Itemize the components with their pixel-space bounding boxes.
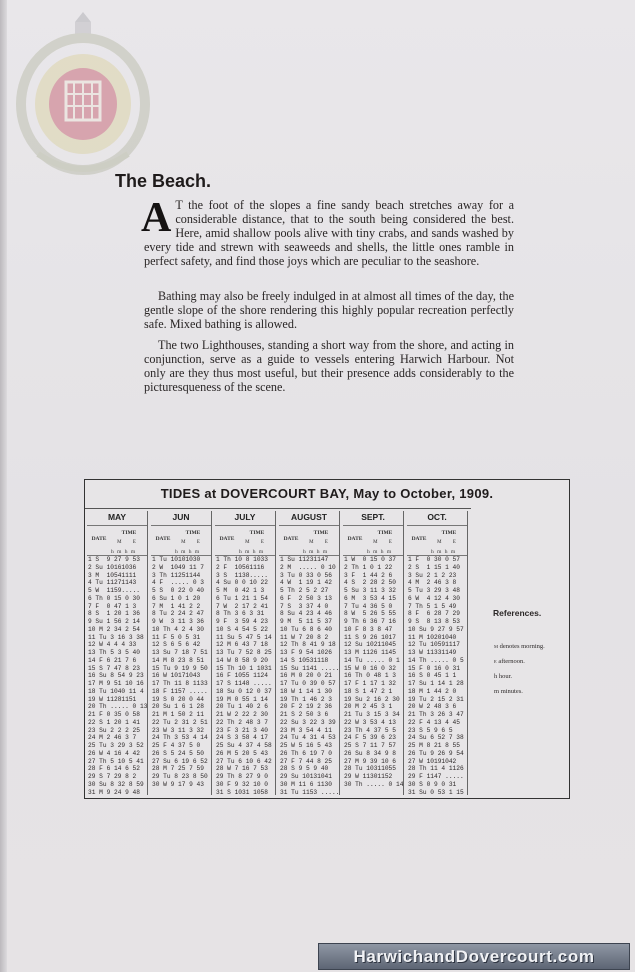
- table-row: 20 M 2 45 3 1: [344, 703, 393, 711]
- table-row: 30 S 0 9 0 31: [408, 780, 457, 788]
- table-row: 14 Tu ..... 0 1: [344, 656, 400, 664]
- column-header-me: M E: [437, 540, 461, 545]
- table-row: 4 F ..... 0 3: [152, 579, 204, 587]
- table-row: 23 Th 4 37 5 5: [344, 726, 396, 734]
- month-column: [407, 511, 468, 795]
- tide-rows: [344, 556, 403, 789]
- table-row: 19 W 11281151: [88, 695, 137, 703]
- table-row: 27 W 10191042: [408, 757, 457, 765]
- column-header-me: M E: [245, 540, 269, 545]
- table-row: 1 W 0 15 0 37: [344, 556, 396, 563]
- table-row: 10 M 2 34 2 54: [88, 625, 140, 633]
- column-header-me: M E: [373, 540, 397, 545]
- table-row: 27 M 9 39 10 6: [344, 757, 396, 765]
- table-row: 11 M 10201040: [408, 633, 457, 641]
- column-header-date: DATE: [91, 536, 107, 542]
- table-row: 17 M 9 51 10 16: [88, 680, 144, 687]
- table-row: 22 Su 3 22 3 39: [280, 718, 336, 726]
- month-name: JULY: [234, 512, 256, 522]
- column-header-me: M E: [309, 540, 333, 545]
- table-row: 25 Su 4 37 4 58: [216, 742, 272, 749]
- table-row: 7 W 2 17 2 41: [216, 602, 268, 610]
- month-column: [279, 511, 340, 795]
- table-row: 3 Tu 0 33 0 56: [280, 571, 332, 579]
- table-row: 28 Tu 10311055: [344, 765, 396, 773]
- table-row: 17 Su 1 14 1 28: [408, 680, 464, 687]
- table-row: 18 F 1157 .....: [152, 687, 208, 695]
- table-row: 5 W 1159.....: [88, 587, 140, 594]
- table-row: 18 M 1 44 2 0: [408, 687, 457, 695]
- table-row: 7 Tu 4 36 5 0: [344, 602, 393, 610]
- table-row: 13 M 1126 1145: [344, 649, 396, 656]
- table-row: 30 M 11 6 1130: [280, 780, 332, 788]
- table-row: 17 S 1148 .....: [216, 680, 272, 687]
- tide-table-title: TIDES at DOVERCOURT BAY, May to October, 1909.: [160, 486, 494, 501]
- table-row: 26 Su 8 34 9 8: [344, 749, 396, 757]
- table-row: 5 Th 2 5 2 27: [280, 587, 329, 594]
- page-edge: [0, 0, 7, 972]
- table-row: 17 F 1 17 1 32: [344, 680, 396, 687]
- table-row: 14 F 6 21 7 6: [88, 656, 137, 664]
- table-row: 29 F 1147 .....: [408, 773, 464, 780]
- table-row: 24 M 2 46 3 7: [88, 734, 137, 742]
- table-row: 6 Th 0 15 0 30: [88, 594, 140, 602]
- table-row: 23 S 5 9 6 5: [408, 726, 453, 734]
- tide-rows: [88, 556, 147, 796]
- table-row: 3 M 10541111: [88, 571, 137, 579]
- table-row: 7 S 3 37 4 0: [280, 602, 329, 610]
- table-row: 13 Su 7 18 7 51: [152, 649, 208, 656]
- table-row: 13 F 9 54 1026: [280, 649, 332, 656]
- table-row: 11 Tu 3 16 3 38: [88, 633, 144, 641]
- table-row: 1 Su 11231147: [280, 556, 329, 563]
- tide-table: [84, 479, 570, 799]
- table-row: 2 M ..... 0 10: [280, 563, 336, 571]
- reference-afternoon: E afternoon.: [494, 658, 525, 665]
- table-row: 5 Tu 3 29 3 48: [408, 587, 460, 594]
- divider: [151, 525, 211, 526]
- month-column: [215, 511, 276, 795]
- table-row: 6 M 3 53 4 15: [344, 594, 396, 602]
- table-row: 2 Su 10161036: [88, 563, 137, 571]
- table-row: 28 Th 11 4 1126: [408, 765, 464, 773]
- table-row: 18 W 1 14 1 30: [280, 687, 332, 695]
- column-header-time: TIME: [377, 530, 393, 536]
- table-row: 8 S 1 20 1 36: [88, 610, 140, 618]
- reference-minutes: m minutes.: [494, 688, 523, 695]
- table-row: 14 M 8 23 8 51: [152, 656, 204, 664]
- table-row: 10 Tu 6 8 6 40: [280, 625, 332, 633]
- tide-rows: [408, 556, 467, 796]
- table-row: 24 F 5 39 6 23: [344, 734, 396, 742]
- table-row: 9 F 3 59 4 23: [216, 618, 268, 625]
- table-row: 7 Th 5 1 5 49: [408, 602, 457, 610]
- table-row: 30 W 9 17 9 43: [152, 780, 204, 788]
- table-row: 14 Th ..... 0 5: [408, 656, 464, 664]
- table-row: 12 M 6 43 7 18: [216, 641, 268, 649]
- table-row: 15 Th 10 1 1031: [216, 664, 272, 672]
- table-row: 22 Th 2 48 3 7: [216, 718, 268, 726]
- page-title: The Beach.: [115, 171, 212, 191]
- table-row: 4 Tu 11271143: [88, 579, 137, 587]
- paragraph-beach-text: T the foot of the slopes a fine sandy beach stretches away for a considerable distance, that to the south being considered the best. Here, amid shallow pools alive with tiny crabs, and sands washed by every tide and strewn with seaweeds and shells, the little ones ramble in perfect safety, and find those joys which are peculiar to the seashore.: [144, 198, 514, 269]
- table-row: 27 Th 5 10 5 41: [88, 757, 144, 765]
- divider: [87, 525, 147, 526]
- column-header-hm: h m h m: [239, 549, 264, 555]
- column-header-hm: h m h m: [111, 549, 136, 555]
- month-column: [343, 511, 404, 795]
- table-row: 2 F 10561116: [216, 563, 265, 571]
- divider: [85, 508, 471, 509]
- table-row: 15 F 0 16 0 31: [408, 664, 460, 672]
- table-row: 15 Tu 9 19 9 50: [152, 664, 208, 672]
- table-row: 25 M 8 21 8 55: [408, 742, 460, 749]
- table-row: 10 Su 9 27 9 57: [408, 625, 464, 633]
- table-row: 29 W 11301152: [344, 773, 393, 780]
- table-row: 29 Su 10131041: [280, 773, 332, 780]
- table-row: 30 Th ..... 0 14: [344, 780, 403, 788]
- table-row: 26 M 5 20 5 43: [216, 749, 268, 757]
- table-row: 8 Tu 2 24 2 47: [152, 610, 204, 618]
- table-row: 31 Su 0 53 1 15: [408, 788, 464, 796]
- table-row: 9 M 5 11 5 37: [280, 618, 332, 625]
- table-row: 27 F 7 44 8 25: [280, 757, 332, 765]
- table-row: 25 F 4 37 5 0: [152, 742, 201, 749]
- table-row: 13 W 11331149: [408, 649, 457, 656]
- table-row: 12 Th 8 41 9 18: [280, 641, 336, 649]
- table-row: 30 Su 8 32 8 59: [88, 780, 144, 788]
- divider: [279, 525, 339, 526]
- table-row: 19 Th 1 46 2 3: [280, 695, 332, 703]
- table-row: 2 Th 1 0 1 22: [344, 563, 393, 571]
- tide-rows: [216, 556, 275, 796]
- table-row: 16 W 10171043: [152, 672, 201, 680]
- table-row: 18 S 1 47 2 1: [344, 687, 393, 695]
- table-row: 18 Tu 1040 11 4: [88, 687, 144, 695]
- table-row: 24 Su 6 52 7 38: [408, 734, 464, 742]
- reference-hour: h hour.: [494, 673, 513, 680]
- table-row: 1 F 0 30 0 57: [408, 556, 460, 563]
- column-header-date: DATE: [155, 536, 171, 542]
- table-row: 6 Su 1 0 1 20: [152, 594, 201, 602]
- table-row: 22 S 1 20 1 41: [88, 718, 140, 726]
- table-row: 20 W 2 48 3 6: [408, 703, 457, 711]
- table-row: 17 Th 11 8 1133: [152, 680, 208, 687]
- drop-cap: A: [141, 195, 172, 241]
- table-row: 20 F 2 19 2 36: [280, 703, 332, 711]
- table-row: 11 Su 5 47 5 14: [216, 633, 272, 641]
- reference-morning: M denotes morning.: [494, 643, 545, 650]
- table-row: 19 M 0 55 1 14: [216, 695, 268, 703]
- table-row: 29 Tu 8 23 8 50: [152, 773, 208, 780]
- table-row: 20 Tu 1 40 2 6: [216, 703, 268, 711]
- table-row: 5 M 0 42 1 3: [216, 587, 265, 594]
- paragraph-lighthouses: The two Lighthouses, standing a short way from the shore, and acting in conjunction, serve as a guide to vessels entering Harwich Harbour. Not only are they thus most useful, but their presence adds considerably to the picturesqueness of the scene.: [144, 338, 514, 395]
- month-column: [151, 511, 212, 795]
- tide-rows: [280, 556, 339, 796]
- table-row: 22 Tu 2 31 2 51: [152, 718, 208, 726]
- table-row: 11 W 7 20 8 2: [280, 633, 329, 641]
- divider: [343, 525, 403, 526]
- column-header-time: TIME: [121, 530, 137, 536]
- table-row: 3 F 1 44 2 6: [344, 571, 393, 579]
- table-row: 8 Th 3 6 3 31: [216, 610, 265, 618]
- month-name: AUGUST: [291, 512, 327, 522]
- table-row: 10 F 8 3 8 47: [344, 625, 393, 633]
- month-name: OCT.: [427, 512, 447, 522]
- table-row: 9 W 3 11 3 36: [152, 618, 204, 625]
- table-row: 28 S 9 5 9 40: [280, 765, 329, 773]
- table-row: 16 S 0 45 1 1: [408, 672, 457, 680]
- table-row: 17 Tu 0 39 0 57: [280, 680, 336, 687]
- table-row: 21 S 2 50 3 6: [280, 711, 329, 718]
- table-row: 13 Th 5 3 5 40: [88, 649, 140, 656]
- table-row: 6 F 2 50 3 13: [280, 594, 332, 602]
- table-row: 25 S 7 11 7 57: [344, 742, 396, 749]
- table-row: 12 W 4 4 4 33: [88, 641, 137, 649]
- table-row: 28 W 7 16 7 53: [216, 765, 268, 773]
- month-name: JUN: [172, 512, 190, 522]
- divider: [407, 525, 467, 526]
- table-row: 3 Th 11251144: [152, 571, 201, 579]
- table-row: 14 W 8 58 9 20: [216, 656, 268, 664]
- table-row: 28 M 7 25 7 59: [152, 765, 204, 773]
- table-row: 21 Tu 3 15 3 34: [344, 711, 400, 718]
- table-row: 15 S 7 47 8 23: [88, 664, 140, 672]
- column-header-hm: h m h m: [175, 549, 200, 555]
- table-row: 27 Tu 6 10 6 42: [216, 757, 272, 765]
- column-header-time: TIME: [313, 530, 329, 536]
- table-row: 21 F 0 35 0 58: [88, 711, 140, 718]
- table-row: 4 W 1 19 1 42: [280, 579, 332, 587]
- table-row: 6 Tu 1 21 1 54: [216, 594, 268, 602]
- table-row: 3 Su 2 1 2 23: [408, 571, 457, 579]
- table-row: 12 Tu 10591117: [408, 641, 460, 649]
- month-name: SEPT.: [361, 512, 385, 522]
- table-row: 21 M 1 50 2 11: [152, 711, 204, 718]
- column-header-date: DATE: [411, 536, 427, 542]
- table-row: 6 W 4 12 4 30: [408, 594, 460, 602]
- column-header-hm: h m h m: [431, 549, 456, 555]
- table-row: 31 S 1031 1058: [216, 788, 268, 796]
- table-row: 14 S 10531118: [280, 656, 329, 664]
- table-row: 20 Su 1 6 1 28: [152, 703, 204, 711]
- table-row: 28 F 6 14 6 52: [88, 765, 140, 773]
- table-row: 16 Su 8 54 9 23: [88, 672, 144, 680]
- table-row: 19 Tu 2 15 2 31: [408, 695, 464, 703]
- table-row: 22 W 3 53 4 13: [344, 718, 396, 726]
- table-row: 21 W 2 22 2 30: [216, 711, 268, 718]
- column-header-date: DATE: [219, 536, 235, 542]
- table-row: 13 Tu 7 52 8 25: [216, 649, 272, 656]
- paragraph-bathing: Bathing may also be freely indulged in at almost all times of the day, the gentle slope of the shore rendering this highly popular recreation perfectly safe. Mixed bathing is allowed.: [144, 289, 514, 332]
- table-row: 30 F 9 32 10 0: [216, 780, 268, 788]
- table-row: 15 W 0 16 0 32: [344, 664, 396, 672]
- table-row: 15 Su 1141 .....: [280, 664, 339, 672]
- table-row: 25 Tu 3 29 3 52: [88, 742, 144, 749]
- table-row: 24 S 3 58 4 17: [216, 734, 268, 742]
- table-row: 16 M 0 20 0 21: [280, 672, 332, 680]
- table-row: 4 S 2 28 2 50: [344, 579, 396, 587]
- column-header-date: DATE: [347, 536, 363, 542]
- table-row: 23 F 3 21 3 40: [216, 726, 268, 734]
- table-row: 1 S 9 27 9 53: [88, 556, 140, 563]
- table-row: 9 S 8 13 8 53: [408, 618, 460, 625]
- references-title: References.: [493, 608, 542, 618]
- table-row: 12 S 6 5 6 42: [152, 641, 201, 649]
- site-watermark[interactable]: HarwichandDovercourt.com: [318, 943, 630, 970]
- table-row: 16 F 1055 1124: [216, 672, 268, 680]
- table-row: 3 S 1138.....: [216, 571, 268, 579]
- table-row: 4 M 2 46 3 8: [408, 579, 457, 587]
- table-row: 25 W 5 16 5 43: [280, 742, 332, 749]
- table-row: 18 Su 0 12 0 37: [216, 687, 272, 695]
- table-row: 29 S 7 29 8 2: [88, 773, 137, 780]
- table-row: 24 Tu 4 31 4 53: [280, 734, 336, 742]
- table-row: 9 Th 6 36 7 16: [344, 618, 396, 625]
- column-header-date: DATE: [283, 536, 299, 542]
- table-row: 29 Th 8 27 9 0: [216, 773, 268, 780]
- column-header-me: M E: [117, 540, 141, 545]
- table-row: 26 Tu 9 26 9 54: [408, 749, 464, 757]
- table-row: 19 S 0 20 0 44: [152, 695, 204, 703]
- table-row: 4 Su 0 0 10 22: [216, 579, 268, 587]
- table-row: 21 Th 3 26 3 47: [408, 711, 464, 718]
- table-row: 19 Su 2 16 2 30: [344, 695, 400, 703]
- table-row: 23 W 3 11 3 32: [152, 726, 204, 734]
- column-header-me: M E: [181, 540, 205, 545]
- table-row: 12 Su 10211045: [344, 641, 396, 649]
- month-column: [87, 511, 148, 795]
- table-row: 8 F 6 28 7 29: [408, 610, 460, 618]
- table-row: 26 W 4 16 4 42: [88, 749, 140, 757]
- table-row: 5 Su 3 11 3 32: [344, 587, 396, 594]
- table-row: 11 S 9 26 1017: [344, 633, 396, 641]
- table-row: 26 S 5 24 5 50: [152, 749, 204, 757]
- column-header-hm: h m h m: [367, 549, 392, 555]
- month-name: MAY: [107, 512, 127, 522]
- table-row: 7 M 1 41 2 2: [152, 602, 201, 610]
- table-row: 8 W 5 26 5 55: [344, 610, 396, 618]
- table-row: 2 W 1049 11 7: [152, 563, 204, 571]
- table-row: 16 Th 0 48 1 3: [344, 672, 396, 680]
- table-row: 1 Th 10 8 1033: [216, 556, 268, 563]
- table-row: 22 F 4 13 4 45: [408, 718, 460, 726]
- table-row: 9 Su 1 56 2 14: [88, 618, 140, 625]
- table-row: 5 S 0 22 0 40: [152, 587, 204, 594]
- crest-emblem-icon: [8, 4, 158, 184]
- table-row: 26 Th 6 19 7 0: [280, 749, 332, 757]
- divider: [215, 525, 275, 526]
- table-row: 1 Tu 10101030: [152, 556, 201, 563]
- table-row: 10 Th 4 2 4 30: [152, 625, 204, 633]
- table-row: 8 Su 4 23 4 46: [280, 610, 332, 618]
- tide-rows: [152, 556, 211, 789]
- table-row: 20 Th ..... 0 13: [88, 703, 147, 711]
- column-header-time: TIME: [249, 530, 265, 536]
- table-row: 23 Su 2 2 2 25: [88, 726, 140, 734]
- table-row: 31 M 9 24 9 48: [88, 788, 140, 796]
- table-row: 23 M 3 54 4 11: [280, 726, 332, 734]
- table-row: 10 S 4 54 5 22: [216, 625, 268, 633]
- paragraph-beach: [141, 195, 514, 269]
- table-row: 31 Tu 1153 .....: [280, 788, 339, 796]
- table-row: 24 Th 3 53 4 14: [152, 734, 208, 742]
- references-panel: [485, 511, 569, 795]
- column-header-time: TIME: [441, 530, 457, 536]
- table-row: 27 Su 6 19 6 52: [152, 757, 208, 765]
- table-row: 2 S 1 15 1 40: [408, 563, 460, 571]
- column-header-hm: h m h m: [303, 549, 328, 555]
- table-row: 7 F 0 47 1 3: [88, 602, 137, 610]
- table-row: 11 F 5 0 5 31: [152, 633, 201, 641]
- column-header-time: TIME: [185, 530, 201, 536]
